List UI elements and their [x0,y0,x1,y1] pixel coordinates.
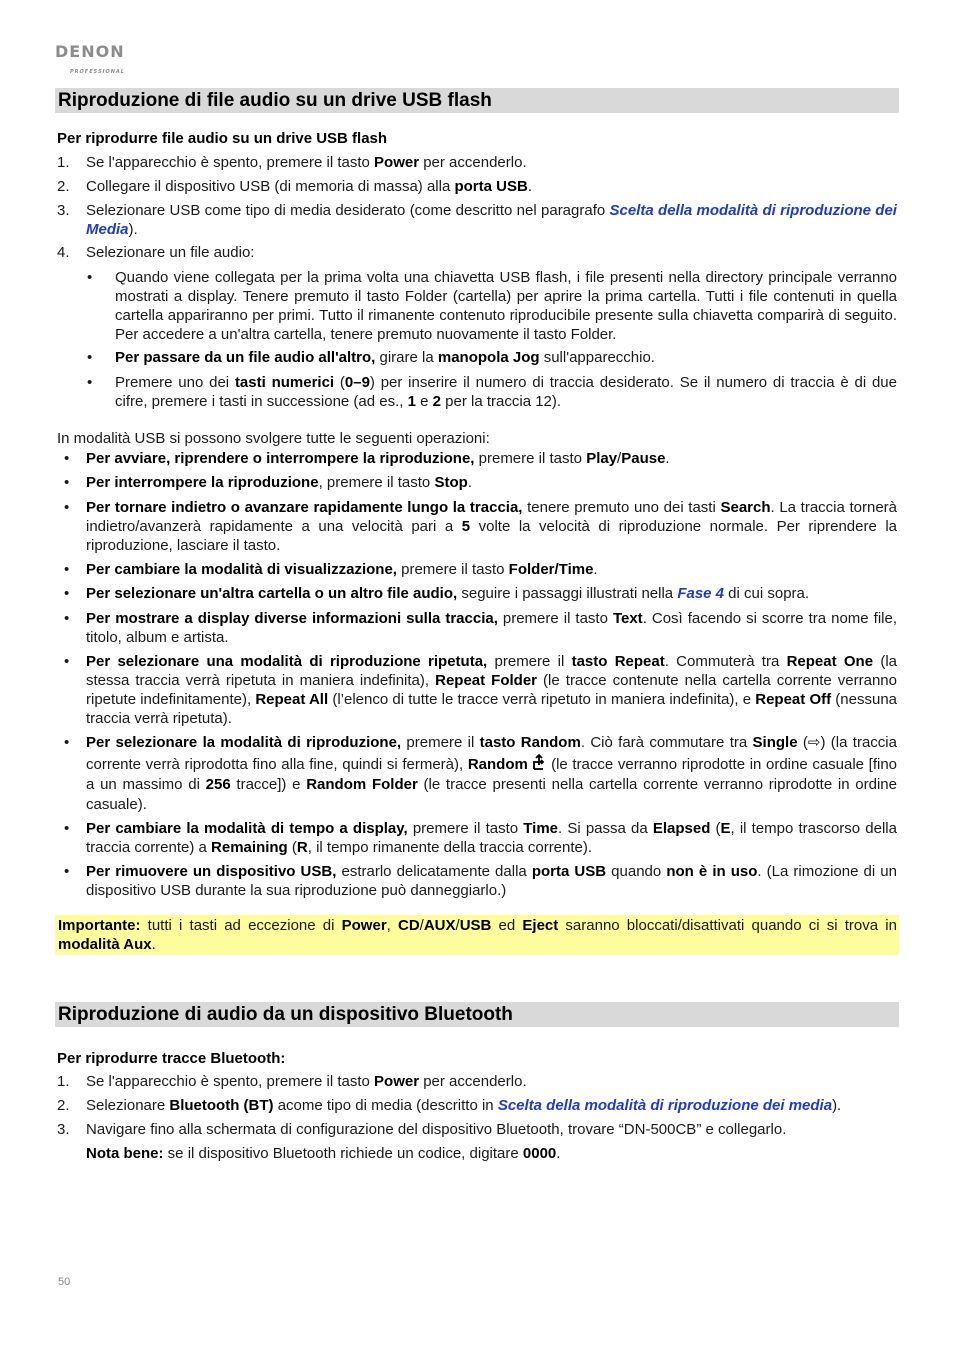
step-number: 1. [57,154,70,171]
bullet-icon: • [64,820,70,837]
bullet-icon: • [64,734,70,751]
step-number: 3. [57,1121,70,1138]
denon-logo [55,42,127,75]
link-media-mode-bt[interactable]: Scelta della modalità di riproduzione dei media [497,1097,833,1114]
step-number: 1. [57,1073,70,1090]
important-note: Importante: tutti i tasti ad eccezione di Power, CD/AUX/USB ed Eject saranno bloccati/disattivati quando ci si trova in modalità Aux. [55,915,899,955]
bullet-icon: • [64,474,70,491]
link-media-mode[interactable]: Scelta della modalità di riproduzione dei Media [86,202,897,238]
step-number: 2. [57,1097,70,1114]
bullet-icon: • [64,450,70,467]
step-number: 4. [57,244,70,261]
bullet-icon: • [87,349,93,366]
usb-subheading: Per riprodurre file audio su un drive USB flash [57,130,388,147]
step-number: 3. [57,202,70,219]
page-number: 50 [58,1276,71,1288]
bullet-icon: • [87,374,93,391]
usb-ops-intro: In modalità USB si possono svolgere tutte le seguenti operazioni: [57,430,490,447]
bt-subheading: Per riprodurre tracce Bluetooth: [57,1050,286,1067]
brand-sub: PROFESSIONAL [70,69,125,75]
link-fase-4[interactable]: Fase 4 [677,585,725,602]
bullet-icon: • [64,863,70,880]
brand-name: DENON [55,42,125,61]
bt-section-heading: Riproduzione di audio da un dispositivo Bluetooth [55,1002,899,1027]
bullet-icon: • [64,499,70,516]
bullet-icon: • [64,561,70,578]
bullet-icon: • [64,653,70,670]
step-number: 2. [57,178,70,195]
usb-section-heading: Riproduzione di file audio su un drive USB flash [55,88,899,113]
bullet-icon: • [87,269,93,286]
bullet-icon: • [64,585,70,602]
shuffle-icon [532,753,546,771]
bullet-icon: • [64,610,70,627]
